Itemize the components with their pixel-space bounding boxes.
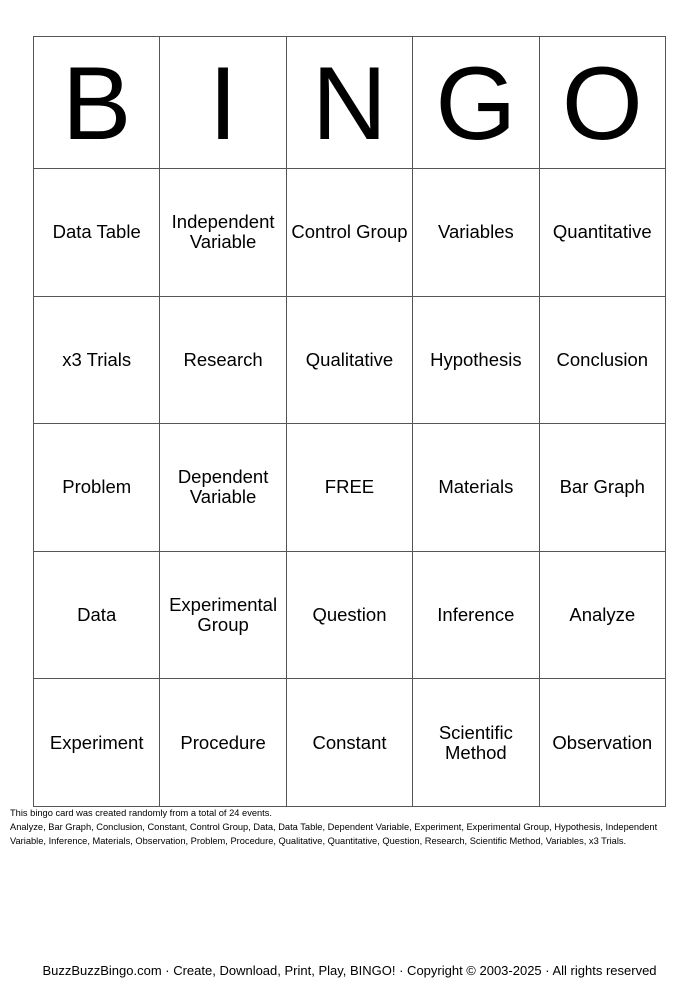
footer-copyright: BuzzBuzzBingo.com · Create, Download, Print, Play, BINGO! · Copyright © 2003-2025 · All rights reserved xyxy=(42,963,657,978)
bingo-cell: Hypothesis xyxy=(413,296,539,424)
header-letter-n: N xyxy=(286,37,412,169)
info-summary: This bingo card was created randomly from a total of 24 events. xyxy=(10,808,272,818)
bingo-cell: Scientific Method xyxy=(413,679,539,807)
bingo-cell: Problem xyxy=(34,424,160,552)
bingo-cell: Variables xyxy=(413,169,539,297)
header-letter-o: O xyxy=(539,37,665,169)
bingo-cell: Bar Graph xyxy=(539,424,665,552)
header-letter-i: I xyxy=(160,37,286,169)
bingo-cell: x3 Trials xyxy=(34,296,160,424)
bingo-cell: Dependent Variable xyxy=(160,424,286,552)
card-info xyxy=(10,806,690,848)
bingo-cell: Inference xyxy=(413,551,539,679)
bingo-cell: Observation xyxy=(539,679,665,807)
bingo-cell: Experimental Group xyxy=(160,551,286,679)
bingo-cell: Research xyxy=(160,296,286,424)
bingo-cell: Quantitative xyxy=(539,169,665,297)
bingo-cell: Procedure xyxy=(160,679,286,807)
info-event-list: Analyze, Bar Graph, Conclusion, Constant, Control Group, Data, Data Table, Dependent Variable, Experiment, Experimental Group, Hypothesis, Independent Variable, Inference, Materials, Observation, Problem, Procedure, Qualitative, Quantitative, Question, Research, Scientific Method, Variables, x3 Trials. xyxy=(10,822,658,846)
bingo-cell: Materials xyxy=(413,424,539,552)
bingo-cell: Constant xyxy=(286,679,412,807)
header-letter-g: G xyxy=(413,37,539,169)
bingo-cell: Control Group xyxy=(286,169,412,297)
bingo-cell: Question xyxy=(286,551,412,679)
free-space: FREE xyxy=(286,424,412,552)
bingo-cell: Conclusion xyxy=(539,296,665,424)
bingo-cell: Qualitative xyxy=(286,296,412,424)
card-row xyxy=(34,296,666,424)
header-letter-b: B xyxy=(34,37,160,169)
card-row xyxy=(34,424,666,552)
header-row xyxy=(34,37,666,169)
card-row xyxy=(34,679,666,807)
bingo-cell: Data xyxy=(34,551,160,679)
card-row xyxy=(34,551,666,679)
bingo-card xyxy=(33,36,666,807)
bingo-cell: Experiment xyxy=(34,679,160,807)
bingo-cell: Analyze xyxy=(539,551,665,679)
bingo-cell: Data Table xyxy=(34,169,160,297)
card-row xyxy=(34,169,666,297)
bingo-cell: Independent Variable xyxy=(160,169,286,297)
